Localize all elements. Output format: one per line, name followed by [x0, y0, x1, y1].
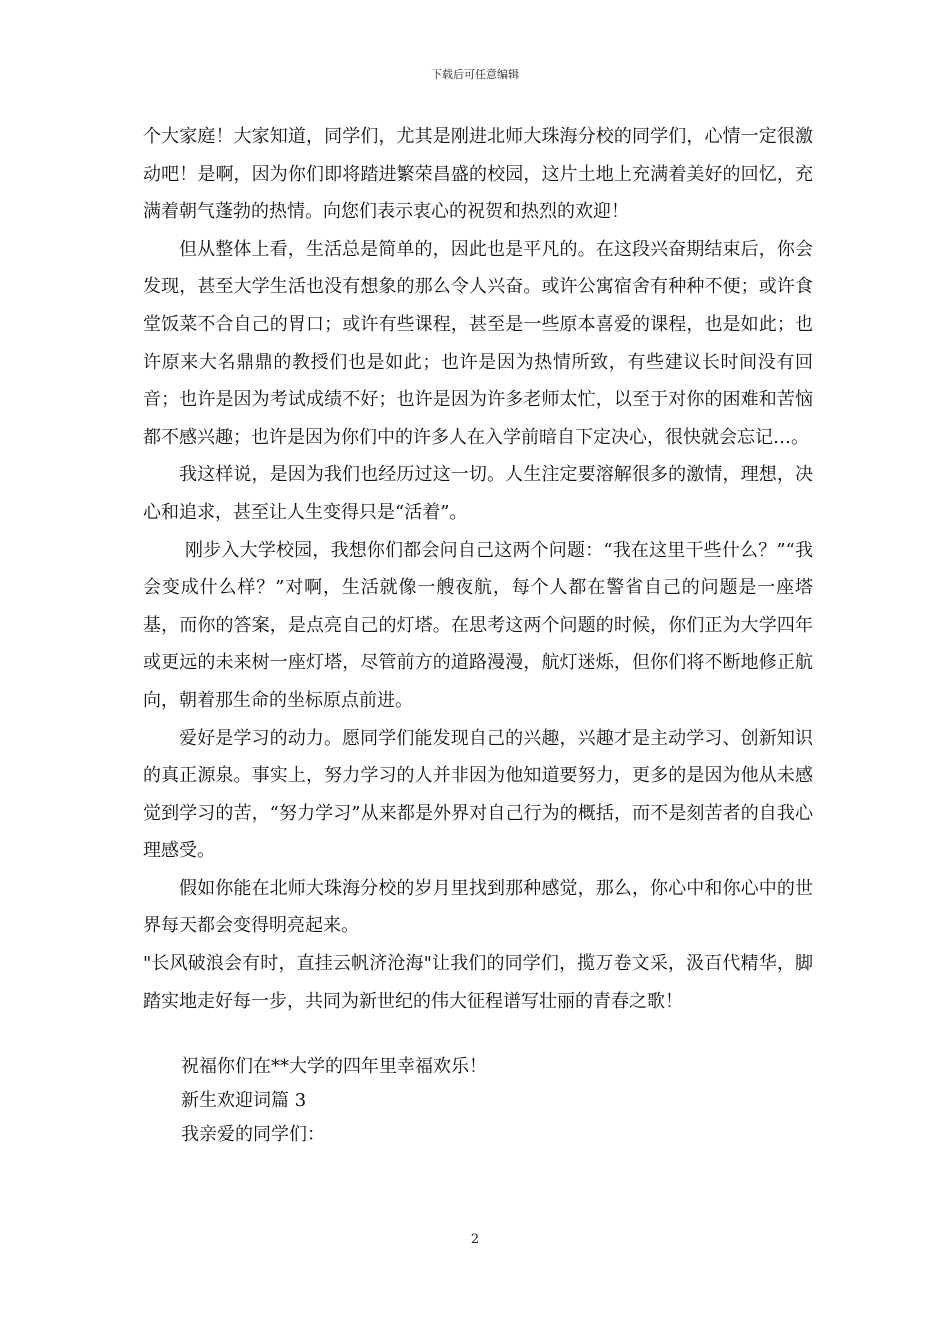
salutation-line: 我亲爱的同学们：: [181, 1124, 325, 1146]
paragraph-3: 我这样说，是因为我们也经历过这一切。人生注定要溶解很多的激情，理想，决心和追求，甚至让人生变得只是“活着”。: [143, 464, 813, 523]
section-title: 新生欢迎词篇 3: [181, 1090, 307, 1112]
blank-line: [143, 1020, 813, 1050]
paragraph-1: 个大家庭！大家知道，同学们，尤其是刚进北师大珠海分校的同学们，心情一定很激动吧！是啊，因为你们即将踏进繁荣昌盛的校园，这片土地上充满着美好的回忆，充满着朝气蓬勃的热情。向您们表示衷心的祝贺和热烈的欢迎！: [143, 126, 813, 223]
page-header: 下载后可任意编辑: [431, 68, 519, 81]
paragraph-7: "长风破浪会有时，直挂云帆济沧海"让我们的同学们，揽万卷文采，汲百代精华，脚踏实地走好每一步，共同为新世纪的伟大征程谱写壮丽的青春之歌！: [143, 953, 813, 1012]
paragraph-4: 刚步入大学校园，我想你们都会问自己这两个问题：“我在这里干些什么？”“我会变成什么样？”对啊，生活就像一艘夜航，每个人都在警省自己的问题是一座塔基，而你的答案，是点亮自己的灯塔。在思考这两个问题的时候，你们正为大学四年或更远的未来树一座灯塔，尽管前方的道路漫漫，航灯迷烁，但你们将不断地修正航向，朝着那生命的坐标原点前进。: [143, 539, 813, 711]
paragraph-5: 爱好是学习的动力。愿同学们能发现自己的兴趣，兴趣才是主动学习、创新知识的真正源泉。事实上，努力学习的人并非因为他知道要努力，更多的是因为他从未感觉到学习的苦，“努力学习”从来都是外界对自己行为的概括，而不是刻苦者的自我心理感受。: [143, 727, 813, 862]
document-body: [143, 118, 813, 1152]
paragraph-6: 假如你能在北师大珠海分校的岁月里找到那种感觉，那么，你心中和你心中的世界每天都会变得明亮起来。: [143, 877, 813, 937]
blessing-line: 祝福你们在**大学的四年里幸福欢乐！: [181, 1056, 487, 1078]
paragraph-2: 但从整体上看，生活总是简单的，因此也是平凡的。在这段兴奋期结束后，你会发现，甚至大学生活也没有想象的那么令人兴奋。或许公寓宿舍有种种不便；或许食堂饭菜不合自己的胃口；或许有些课程，甚至是一些原本喜爱的课程，也是如此；也许原来大名鼎鼎的教授们也是如此；也许是因为热情所致，有些建议长时间没有回音；也许是因为考试成绩不好；也许是因为许多老师太忙，以至于对你的困难和苦恼都不感兴趣；也许是因为你们中的许多人在入学前暗自下定决心，很快就会忘记…。: [143, 238, 813, 448]
page-number: 2: [470, 1232, 480, 1247]
